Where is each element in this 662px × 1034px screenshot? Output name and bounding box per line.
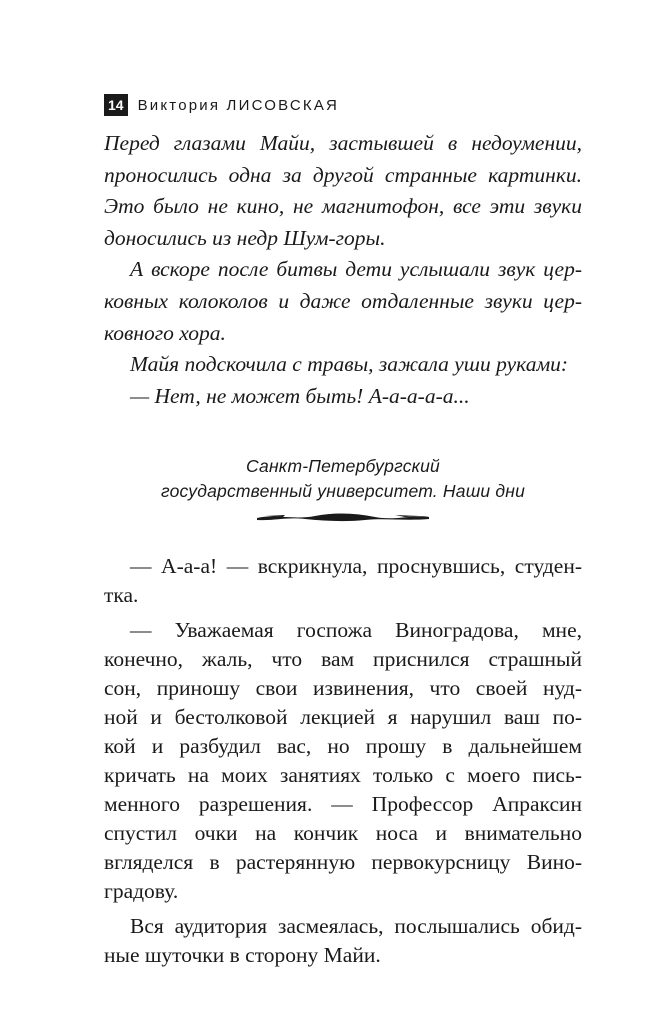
italic-paragraph bbox=[104, 349, 582, 381]
italic-excerpt bbox=[104, 128, 582, 412]
running-head-author: Виктория ЛИСОВСКАЯ bbox=[137, 96, 340, 114]
text-line: ковного хора. bbox=[104, 320, 226, 345]
text-line: кой и разбудил вас, но прошу в дальнейшем bbox=[104, 734, 582, 759]
text-line: вгляделся в растерянную первокурсницу Вино- bbox=[104, 850, 582, 875]
text-line: Перед глазами Майи, застывшей в недоумении, bbox=[104, 131, 582, 155]
text-line: градову. bbox=[104, 879, 179, 904]
body-paragraph bbox=[104, 912, 582, 970]
italic-paragraph bbox=[104, 128, 582, 254]
text-line: Майя подскочила с травы, зажала уши руками: bbox=[130, 352, 569, 377]
text-line: тка. bbox=[104, 583, 139, 608]
chapter-heading bbox=[104, 454, 582, 524]
text-line: конечно, жаль, что вам приснился страшный bbox=[104, 647, 582, 672]
body-paragraph bbox=[104, 616, 582, 906]
text-line: — Нет, не может быть! А-а-а-а-а... bbox=[130, 383, 470, 408]
text-line: А вскоре после битвы дети услышали звук цер- bbox=[130, 257, 582, 282]
italic-paragraph bbox=[104, 381, 582, 413]
text-line: Вся аудитория засмеялась, послышались обид- bbox=[130, 914, 582, 939]
text-line: Это было не кино, не магнитофон, все эти звуки bbox=[104, 194, 582, 219]
main-text bbox=[104, 552, 582, 970]
text-line: ные шуточки в сторону Майи. bbox=[104, 943, 381, 968]
chapter-heading-line-2: государственный университет. Наши дни bbox=[160, 481, 526, 502]
italic-paragraph bbox=[104, 254, 582, 349]
text-line: доносились из недр Шум-горы. bbox=[104, 225, 386, 250]
text-line: сон, приношу свои извинения, что своей нуд- bbox=[104, 676, 582, 701]
text-line: ной и бестолковой лекцией я нарушил ваш по- bbox=[104, 705, 582, 730]
text-line: — Уважаемая госпожа Виноградова, мне, bbox=[130, 618, 582, 643]
text-line: ковных колоколов и даже отдаленные звуки цер- bbox=[104, 288, 582, 313]
page-number: 14 bbox=[104, 94, 128, 116]
ornament-divider bbox=[255, 510, 431, 524]
text-line: проносились одна за другой странные картинки. bbox=[104, 162, 582, 187]
chapter-heading-line-1: Санкт-Петербургский bbox=[246, 456, 440, 477]
page-header bbox=[104, 92, 582, 118]
text-line: спустил очки на кончик носа и внимательно bbox=[104, 821, 582, 846]
text-line: менного разрешения. — Профессор Апраксин bbox=[104, 792, 582, 817]
body-paragraph bbox=[104, 552, 582, 610]
text-line: кричать на моих занятиях только с моего пись- bbox=[104, 763, 582, 788]
book-page bbox=[104, 92, 582, 970]
text-line: — А-а-а! — вскрикнула, проснувшись, студен- bbox=[130, 554, 582, 579]
